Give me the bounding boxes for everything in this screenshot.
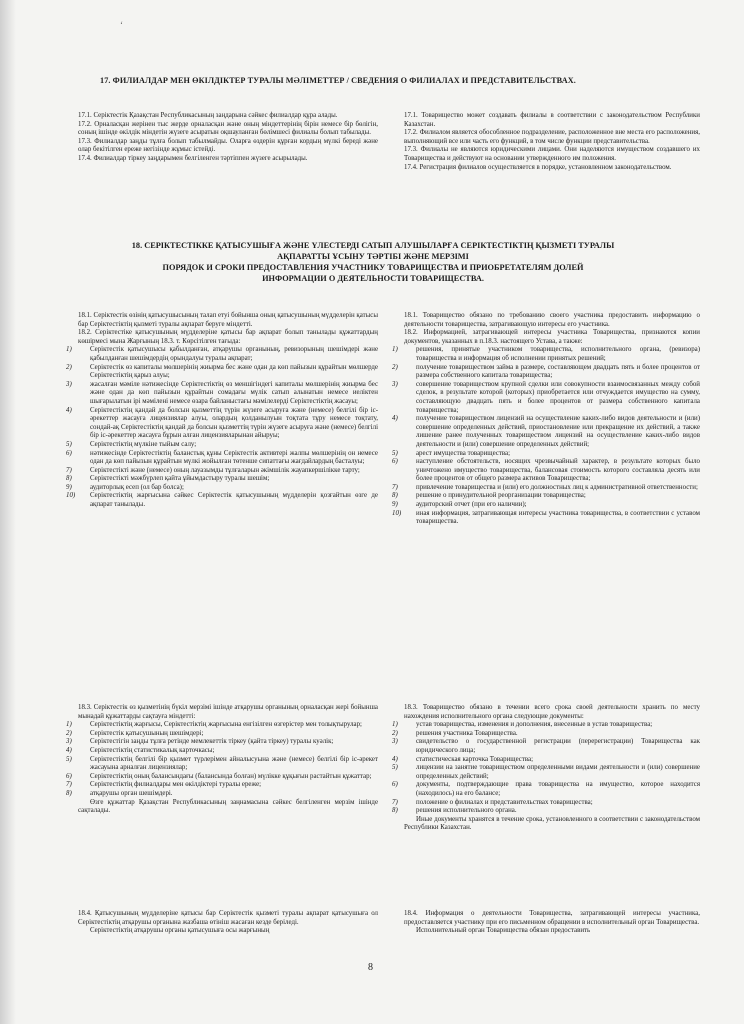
ru-info-item-number: 8) [392,492,398,500]
kz-doc-item-text: Серіктестіктің белгілі бір қызмет түрлерімен айналысуына және (немесе) белгілі бір іс-әрекет жасауына арналған лицензиялар; [90,755,378,772]
stray-mark: ʻ [120,20,123,30]
ru-info-item [392,458,700,484]
kz-info-item-text: Серіктестіктің мүлкіне тыйым салу; [90,440,197,448]
kz-18-2: 18.2. Серіктестіке қатысушының мүдделеріне қатысы бар ақпарат болып танылады құжаттардың көшірмесі мына Жарғының 18.3. т. Көрсітілген тағыда: [78,329,378,345]
kz-info-item-text: Серіктестікті және (немесе) оның лауазымды тұлғаларын әкімшілік жауапкершілікке тарту; [90,466,360,474]
kz-doc-item-number: 3) [66,738,72,746]
kz-18-3: 18.3. Серіктестік өз қызметінің бүкіл мерзімі ішінде атқарушы органының орналасқан жері бойынша мынадай құжаттарды сақтауға міндетті: [78,704,378,720]
ru-doc-item-number: 2) [392,729,398,737]
kz-info-item-number: 8) [66,475,72,483]
kz-info-item-text: Серіктестік өз капиталы мөлшерінің жиырма бес және одан да көп пайызын құрайтын мөлшерде Серіктестіктің қарыз алуы; [90,363,378,380]
kz-18-4: 18.4. Қатысушының мүдделеріне қатысы бар Серіктестік қызметі туралы ақпарат қатысушыға ол Серіктестіктің атқарушы органына жазбаша өтініш жасаған кезде беріледі. [78,910,378,926]
kz-doc-item-text: Серіктестіктің статистикалық карточкасы; [90,746,215,754]
section-18-heading-line: АҚПАРАТТЫ ҰСЫНУ ТӘРТІБІ ЖӘНЕ МЕРЗІМІ [277,252,469,261]
kz-doc-item-text: Серіктестіктің филиалдары мен өкілдіктері туралы ереже; [90,781,262,789]
section-18-kz-column-c [78,910,378,936]
ru-doc-item-text: свидетельство о государственной регистрации (перерегистрации) Товарищества как юридического лица; [416,738,700,754]
kz-info-item-number: 4) [66,406,72,414]
kz-info-item-number: 5) [66,440,72,448]
ru-doc-item [392,729,700,739]
ru-doc-item-number: 6) [392,781,398,789]
section-17-heading: 17. ФИЛИАЛДАР МЕН ӨКІЛДІКТЕР ТУРАЛЫ МӘЛІМЕТТЕР / СВЕДЕНИЯ О ФИЛИАЛАХ И ПРЕДСТАВИТЕЛЬСТВАХ. [100,76,576,85]
kz-info-item [66,406,378,441]
kz-info-item-text: нәтижесінде Серіктестіктің баланстық құны Серіктестік активтері жалпы мөлшерінің он немесе одан да көп пайызын құрайтын мүлкі жойылған төтенше сипаттағы жағдайлардың басталуы; [90,449,378,466]
ru-doc-item-text: решения исполнительного органа. [416,807,517,815]
kz-info-item [66,475,378,484]
section-18-ru-column-b [392,704,700,833]
kz-info-item-text: Серіктестік қатысушысы қабылданған, атқарушы органының, ревизорының шешімдері және қабылданған шешімдердің орындалуы туралы ақпарат; [90,346,378,362]
ru-doc-item-text: статистическая карточка Товарищества; [416,755,534,763]
kz-doc-item-number: 6) [66,772,72,780]
kz-info-item-number: 2) [66,363,72,371]
ru-doc-item-number: 5) [392,764,398,772]
ru-17-4: 17.4. Регистрация филиалов осуществляется в порядке, установленном законодательством. [404,163,672,171]
ru-info-item [392,363,700,381]
section-18-heading [68,240,678,284]
kz-18-3-tail: Өзге құжаттар Қазақстан Республикасының заңнамасына сәйкес белгіленген мерзім ішінде сақталады. [78,798,378,815]
ru-18-4-tail: Исполнительный орган Товарищества обязан предоставить [416,927,591,935]
ru-18-3-list [392,721,700,816]
ru-18-4: 18.4. Информация о деятельности Товарищества, затрагивающей интересы участника, предоставляется участнику при его письменном обращении в исполнительный орган Товарищества. [404,910,700,926]
kz-18-4-tail: Серіктестіктің атқарушы органы қатысушыға осы жарғының [90,927,270,935]
kz-info-item-text: аудиторлық есеп (ол бар болса); [90,483,184,491]
ru-info-item-number: 9) [392,501,398,509]
kz-17-2: 17.2. Орналасқан жерінен тыс жерде орналасқан және оның міндеттерінің бірін немесе бір бөлігін, соның ішінде өкілдік міндетін жүзеге асыратын оқшауланған бөлімшесі филиалы болып табылады. [78,120,378,137]
ru-18-3: 18.3. Товарищество обязано в течении всего срока своей деятельности хранить по месту нахождения исполнительного органа следующие документы: [404,704,700,720]
kz-17-3: 17.3. Филиалдар заңды тұлға болып табылмайды. Оларға өздерін құрған кордың мүлкі береді және олар бекітілген ереже негізінде жұмыс істейді. [78,137,378,154]
ru-info-item-number: 4) [392,415,398,423]
ru-info-item-text: арест имущества товарищества; [416,449,511,457]
section-17-kz-column [78,112,378,164]
kz-doc-item [66,781,378,790]
kz-doc-item-number: 1) [66,721,72,729]
kz-info-item-number: 6) [66,449,72,457]
kz-doc-item [66,738,378,747]
kz-info-item [66,449,378,467]
ru-18-1: 18.1. Товарищество обязано по требованию своего участника предоставить информацию о деятельности товарищества, затрагивающую интересы его участника. [404,312,700,328]
ru-info-item [392,380,700,415]
kz-info-item [66,380,378,407]
ru-17-3: 17.3. Филиалы не являются юридическими лицами. Они наделяются имуществом создавшего их Товарищества и действуют на основании утвержденного им положения. [404,146,700,162]
kz-info-item-text: Серіктестікті мәжбүрлеп қайта ұйымдастыру туралы шешім; [90,475,270,483]
kz-info-item-number: 1) [66,346,72,354]
section-18-kz-column-b [66,704,378,816]
ru-info-item-number: 10) [392,509,402,517]
ru-info-item-text: иная информация, затрагивающая интересы участника товарищества, в соответствии с уставом товарищества. [416,509,700,526]
ru-doc-item-text: документы, подтверждающие права товарищества на имущество, которое находится (находилось) на его балансе; [416,781,700,797]
ru-18-3-tail: Иные документы хранятся в течение срока, установленного в соответствии с законодательством Республики Казахстан. [404,815,700,832]
kz-doc-item-text: атқарушы орган шешімдері. [90,789,173,797]
ru-info-item-text: получение товариществом лицензий на осуществление каких-либо видов деятельности и (или) совершение определенных действий, приостановление или прекращение их действий, а также лишение ранее полученных товариществом лицензий на осуществление каких-либо видов деятельности и (или) совершение определенных действий; [416,415,700,448]
ru-info-item-text: получение товариществом займа в размере, составляющем двадцать пять и более процентов от размера собственного капитала товарищества; [416,363,700,380]
ru-doc-item-number: 1) [392,721,398,729]
ru-info-item [392,492,700,501]
kz-info-item-number: 3) [66,380,72,388]
ru-info-item-text: привлечение товарищества и (или) его должностных лиц к административной ответственности; [416,483,698,491]
section-17-ru-column [404,112,700,172]
ru-info-item-number: 3) [392,380,398,388]
kz-doc-item-text: Серіктестік қатысушының шешімдері; [90,729,204,737]
kz-info-item [66,440,378,450]
kz-doc-item [66,789,378,799]
ru-doc-item [392,721,700,730]
ru-info-item [392,483,700,493]
ru-doc-item [392,798,700,808]
kz-doc-item-text: Серіктестіктің оның балансындағы (балансында болған) мүлікке құқығын растайтын құжаттар; [90,772,372,780]
ru-info-item [392,449,700,459]
kz-doc-item-number: 7) [66,781,72,789]
kz-doc-item-text: Серіктестігін заңды тұлға ретінде мемлекеттік тіркеу (қайта тіркеу) туралы куәлік; [90,738,334,746]
kz-17-1: 17.1. Серіктестік Қазақстан Республикасының заңдарына сәйкес филиалдар құра алады. [78,112,338,119]
kz-18-1: 18.1. Серіктестік өзінің қатысушысының талап етуі бойынша оның қатысушының мүдделерін қатысы бар Серіктестіктің қызметі туралы ақпарат беруге міндетті. [78,312,378,328]
ru-doc-item-text: устав товарищества, изменения и дополнения, внесенные в устав товарищества; [416,721,653,729]
kz-doc-item [66,755,378,773]
ru-info-item-number: 7) [392,483,398,491]
kz-doc-item [66,746,378,756]
kz-info-item-text: жасалған мәміле нәтижесінде Серіктестіктің өз меншігіндегі капиталы мөлшерінің жиырма бес және одан да көп пайызын құрайтын сомадағы мүлік сатып алынатын немесе иеліктен шығарылатын ірі мәмілені немесе өзара байланыстағы мәмілелерді Серіктестіктің жасауы; [90,380,378,405]
ru-18-2: 18.2. Информацией, затрагивающей интересы участника Товарищества, признаются копии документов, указанных в п.18.3. настоящего Устава, а также: [404,329,700,345]
ru-info-item-number: 6) [392,458,398,466]
kz-doc-item-text: Серіктестіктің жарғысы, Серіктестіктің жарғысына енгізілген өзгерістер мен толықтырулар; [90,721,362,729]
ru-doc-item [392,755,700,765]
kz-doc-item-number: 4) [66,746,72,754]
section-18-heading-line: ПОРЯДОК И СРОКИ ПРЕДОСТАВЛЕНИЯ УЧАСТНИКУ ТОВАРИЩЕСТВА И ПРИОБРЕТАТЕЛЯМ ДОЛЕЙ [162,263,584,272]
kz-info-item [66,466,378,476]
section-18-heading-line: 18. СЕРІКТЕСТІККЕ ҚАТЫСУШЫҒА ЖӘНЕ ҮЛЕСТЕРДІ САТЫП АЛУШЫЛАРҒА СЕРІКТЕСТІКТІҢ ҚЫЗМЕТІ ТУРАЛЫ [131,241,615,250]
ru-info-item-text: наступление обстоятельств, носящих чрезвычайный характер, в результате которых было уничтожено имущество товарищества, балансовая стоимость которого составляла десять или более процентов от общего размера активов Товарищества; [416,458,700,483]
ru-doc-item-number: 4) [392,755,398,763]
kz-doc-item-number: 5) [66,755,72,763]
kz-info-item-text: Серіктестіктің қандай да болсын қызметтің түрін жүзеге асыруға және (немесе) белгілі бір іс-әрекеттер жасауға лицензиялар алуы, олардың қолданылуын тоқтата тұру немесе тоқтату, сондай-ақ Серіктестіктің қандай да болсын қызметтің түрін жүзеге асыруға және (немесе) белгілі бір іс-әрекеттер жасауға бұрын алған лицензияларынан айыруы; [90,406,378,440]
kz-17-4: 17.4. Филиалдар тіркеу заңдарымен белгіленген тәртіппен жүзеге асырылады. [78,154,308,162]
ru-17-1: 17.1. Товарищество может создавать филиалы в соответствии с законодательством Республики Казахстан. [404,112,700,128]
kz-info-item-text: Серіктестіктің жарғысына сәйкес Серіктестік қатысушының мүдделерін қозғайтын өзге де ақпарат танылады. [90,492,378,509]
ru-info-item-number: 1) [392,346,398,354]
kz-doc-item [66,772,378,782]
section-18-heading-line: ИНФОРМАЦИИ О ДЕЯТЕЛЬНОСТИ ТОВАРИЩЕСТВА. [262,274,484,283]
kz-info-item-number: 9) [66,483,72,491]
ru-info-item-number: 2) [392,363,398,371]
ru-doc-item-text: решения участника Товарищества. [416,729,518,737]
ru-doc-item [392,764,700,781]
ru-doc-item-number: 8) [392,807,398,815]
ru-doc-item [392,807,700,816]
ru-info-item-text: совершение товариществом крупной сделки или совокупности взаимосвязанных между собой сделок, в результате которой (которых) приобретается или отчуждается имущество на сумму, составляющую двадцать пять и более процентов от размера собственного капитала товарищества; [416,380,700,414]
kz-18-3-list [66,721,378,798]
section-18-ru-column-a [392,312,700,527]
page-number: 8 [368,962,373,973]
kz-info-item [66,363,378,381]
ru-info-item-text: аудиторский отчет (при его наличии); [416,501,527,509]
ru-info-item [392,501,700,510]
section-18-ru-column-c [404,910,700,936]
ru-17-2: 17.2. Филиалом является обособленное подразделение, расположенное вне места его расположения, выполняющий все или часть его функций, в том числе функции представительства. [404,129,700,145]
kz-info-item [66,346,378,363]
kz-doc-item [66,729,378,739]
ru-info-item-text: решение о принудительной реорганизации товарищества; [416,492,586,500]
kz-doc-item [66,721,378,730]
kz-info-item-number: 10) [66,492,76,500]
ru-18-2-list [392,346,700,526]
ru-info-item-number: 5) [392,449,398,457]
kz-info-item-number: 7) [66,466,72,474]
kz-info-item [66,492,378,509]
ru-info-item [392,346,700,363]
ru-info-item [392,509,700,527]
ru-doc-item-number: 3) [392,738,398,746]
scan-edge-shadow [0,0,16,1024]
ru-doc-item-text: положение о филиалах и представительствах товарищества; [416,798,593,806]
ru-doc-item-text: лицензии на занятие товариществом определенными видами деятельности и (или) совершение определенных действий; [416,764,700,780]
kz-doc-item-number: 2) [66,729,72,737]
kz-doc-item-number: 8) [66,789,72,797]
kz-18-2-list [66,346,378,509]
kz-info-item [66,483,378,493]
ru-doc-item [392,781,700,798]
ru-doc-item [392,738,700,755]
section-18-kz-column-a [66,312,378,510]
ru-doc-item-number: 7) [392,798,398,806]
ru-info-item [392,415,700,449]
ru-info-item-text: решения, принятые участником товарищества, исполнительного органа, (ревизора) товарищества и информация об исполнении принятых решений; [416,346,700,362]
